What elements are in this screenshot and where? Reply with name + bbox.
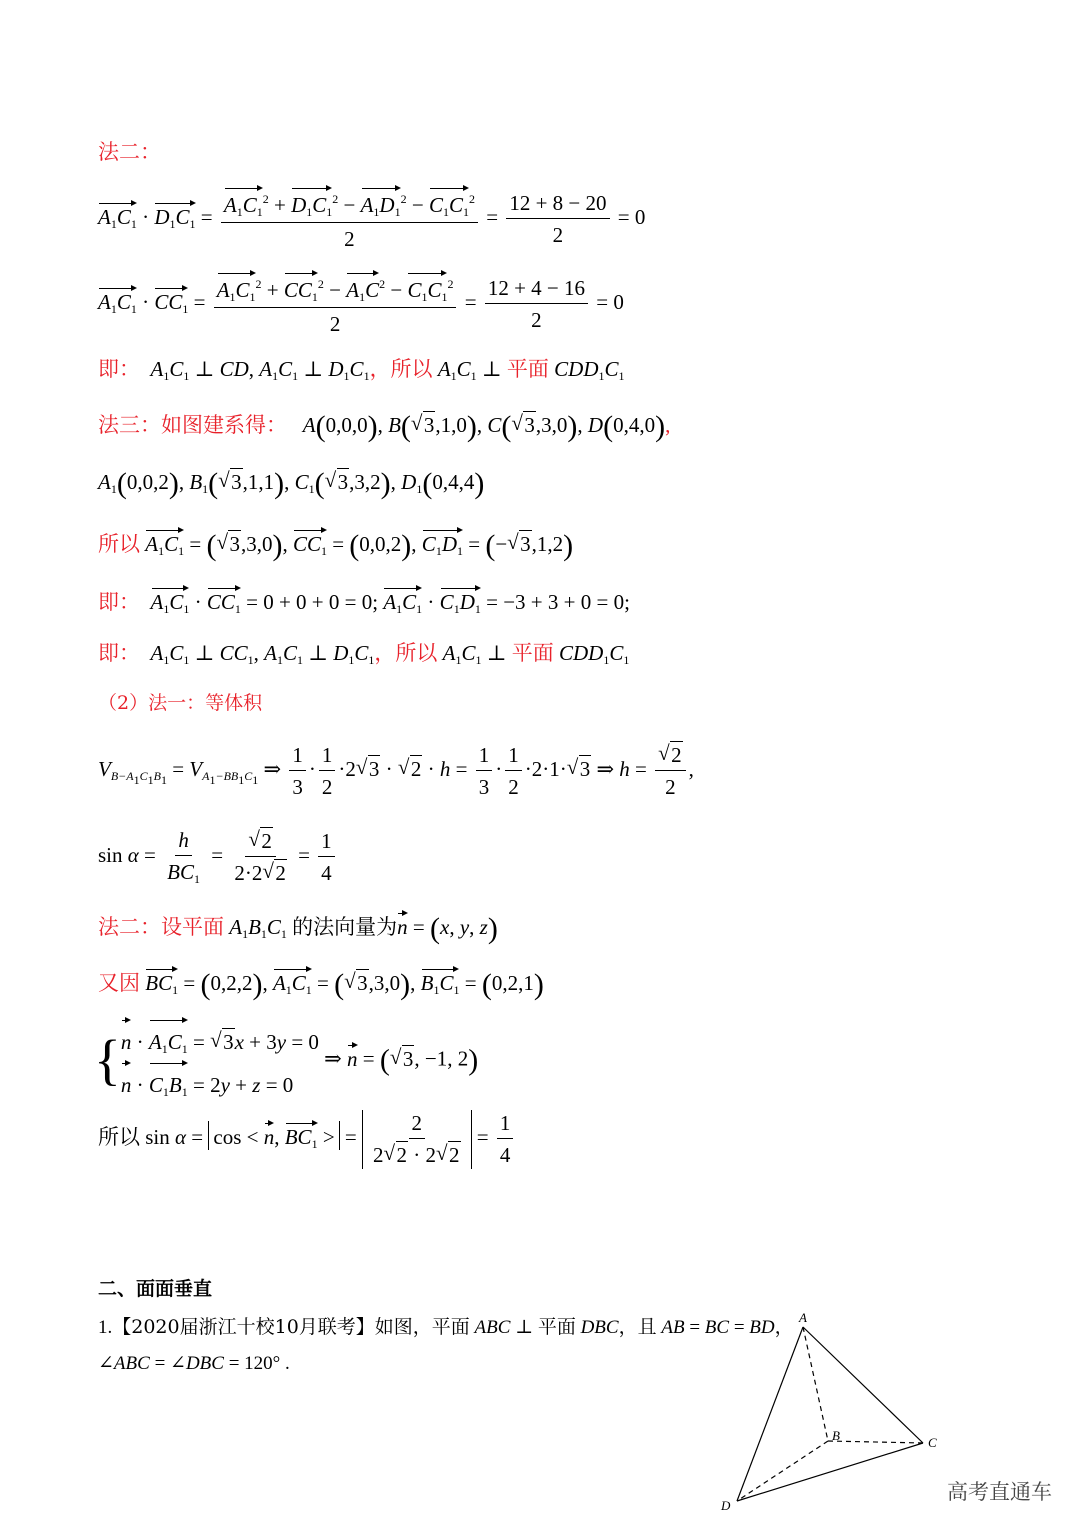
youyin-vectors-line: 又因 $BC_1 = (0,2,2)$, $A_1C_1$ = (√ 3,3,0), $B_1C_1 = (0,2,1)$ — [98, 967, 544, 997]
equation-dot-product-1: $A_1C_1 \cdot D_1C_1$ = $\frac{A_1C_1^2 + D_1C_1^2 - A_1D_1^2 - C_1C_1^2}{2}$ = $\frac{12 + 8 - 20}{2}$ = 0 — [98, 186, 645, 252]
part2-method1-label: （2）法一：等体积 — [98, 692, 263, 714]
part2-method2-line: 法二：设平面 $A_1B_1C_1$ 的法向量为n = (x, y, z) — [98, 912, 498, 945]
problem-1-line-1: 1.【2020届浙江十校10月联考】如图，平面 ABC ⊥ 平面 DBC，且 AB = BC = BD， — [98, 1316, 794, 1338]
vectors-line: 所以 $A_1C_1$ = (√ 3,3,0), $CC_1 = (0,0,2)$, $C_1D_1$ = (−√ 3,1,2) — [98, 528, 573, 558]
edge-AB — [803, 1327, 828, 1441]
section-title: 二、面面垂直 — [98, 1278, 213, 1300]
equation-dot-product-2: $A_1C_1 \cdot CC_1$ = $\frac{A_1C_1^2 + CC_1^2 - A_1C^2 - C_1C_1^2}{2}$ = $\frac{12 + 4 - 16}{2}$ = 0 — [98, 271, 624, 337]
dot-products-line: 即： $A_1C_1 \cdot CC_1 = 0 + 0 + 0 = 0$; $A_1C_1 \cdot C_1D_1 = -3 + 3 + 0 = 0$; — [98, 586, 630, 615]
vertex-label-D: D — [721, 1498, 731, 1513]
edge-DC — [737, 1443, 923, 1501]
watermark: 高考直通车 — [947, 1480, 1052, 1504]
edge-AD — [737, 1327, 803, 1501]
problem-1-line-2: ∠ABC = ∠DBC = 120° . — [98, 1353, 290, 1374]
vertex-label-B: B — [832, 1428, 840, 1443]
edge-AC — [803, 1327, 923, 1443]
sin-alpha-equation-1: sin α = $\frac{h}{BC_1}$ = √ $\frac{2}{2\cdot 2√ 2}$ = $\frac{1}{4}$ — [98, 827, 338, 887]
edge-BD — [737, 1441, 828, 1501]
vertex-label-A: A — [799, 1310, 807, 1325]
volume-equation: $V_{B-A_1C_1B_1} = V_{A_1-BB_1C_1}$ ⇒ $\frac{1}{3}$ · $\frac{1}{2}$ ·2√ 3 · √ 2 · h = $\frac{1}{3}$ · $\frac{1}{2}$ ·2·1·√ 3 ⇒ h = √ $\frac{2}{2}$ , — [98, 742, 694, 801]
coordinates-line-2: $A_1(0,0,2)$, $B_1(√$ 3,1,1), $C_1(√$ 3,3,2), $D_1(0,4,4)$ — [98, 472, 484, 496]
conclusion-line-2: 即： $A_1C_1$ ⊥ $CC_1$, $A_1C_1$ ⊥ $D_1C_1$，所以 $A_1C_1$ ⊥ 平面 $CDD_1C_1$ — [98, 641, 630, 667]
equation-system: { $n \cdot A_1C_1$ = √ 3x + 3y = 0 $n \cdot C_1B_1 = 2y + z = 0$ ⇒ n = (√ 3, −1, 2) — [94, 1018, 478, 1104]
method3-coordinates-line: 法三：如图建系得： A(0,0,0), B(√ 3,1,0), C(√ 3,3,0), D(0,4,0), — [98, 415, 670, 439]
vertex-label-C: C — [928, 1435, 937, 1450]
conclusion-line-1: 即： $A_1C_1$ ⊥ CD, $A_1C_1$ ⊥ $D_1C_1$，所以 $A_1C_1$ ⊥ 平面 $CDD_1C_1$ — [98, 357, 625, 383]
edge-BC — [828, 1441, 923, 1443]
method2-label: 法二： — [98, 140, 161, 164]
sin-alpha-equation-2: 所以 sin α = cos < n, $BC_1$ > = $\frac{2}{2√ 2 \cdot 2√ 2}$ = $\frac{1}{4}$ — [98, 1110, 516, 1169]
tetrahedron-figure — [715, 1305, 945, 1515]
